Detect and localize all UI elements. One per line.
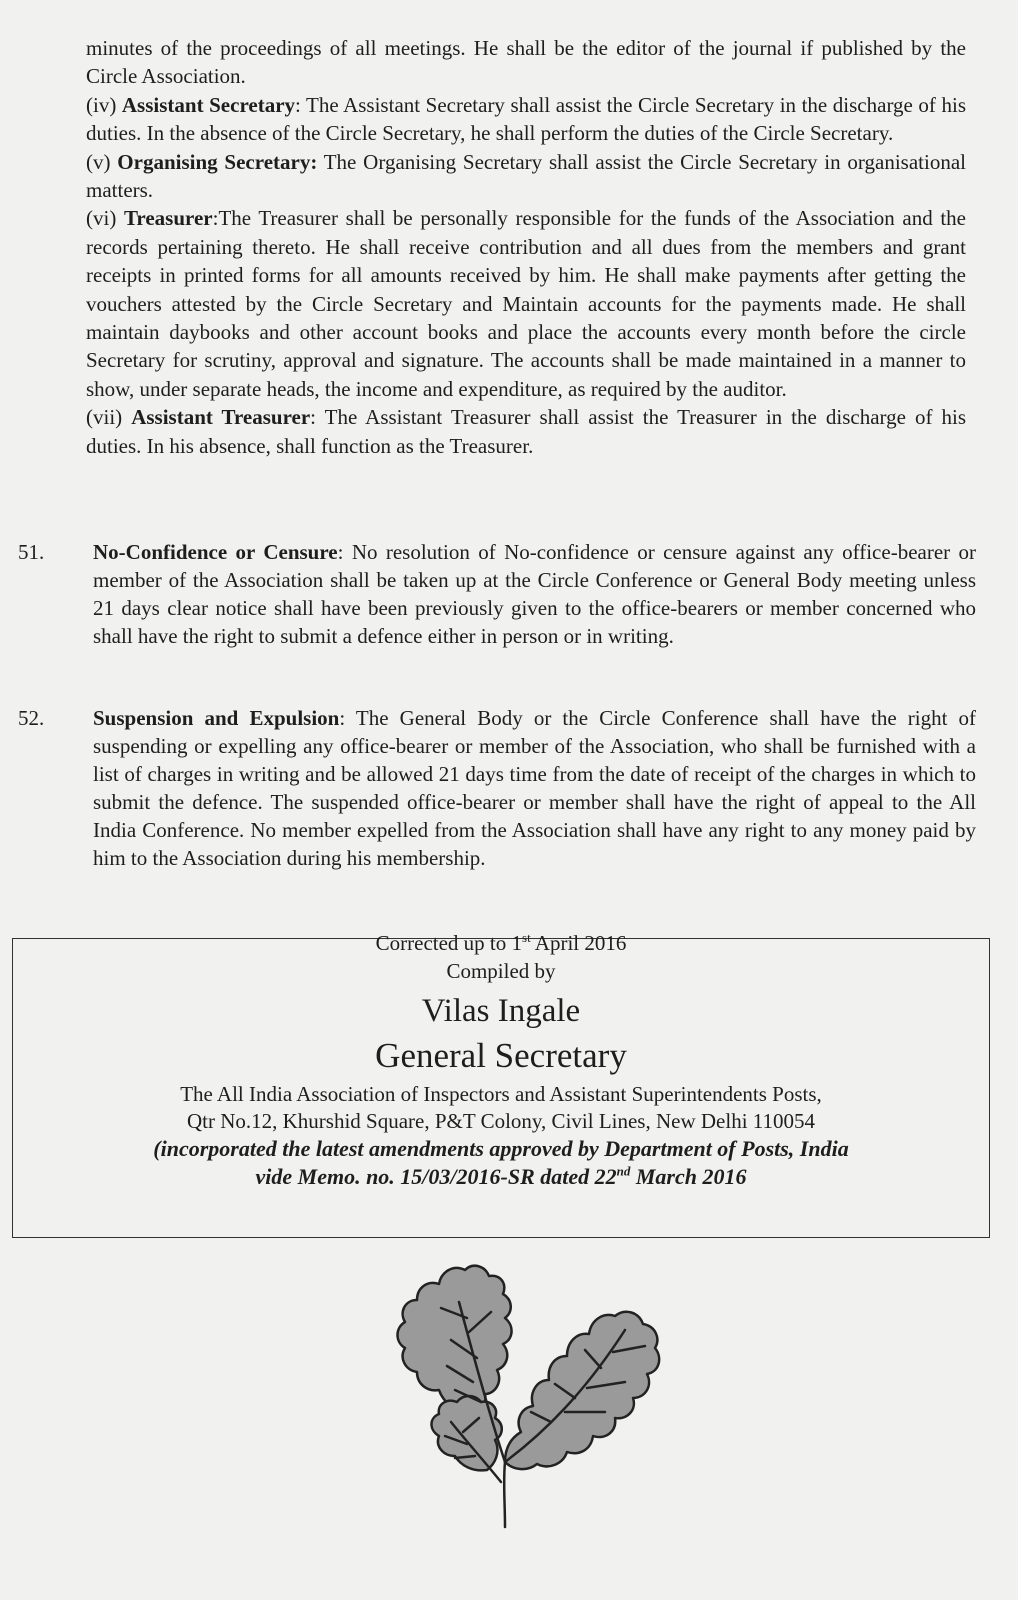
item-heading: Assistant Secretary: [121, 92, 296, 117]
right-leaf: [505, 1312, 659, 1469]
compiler-title: General Secretary: [375, 1036, 627, 1075]
corrected-date: April 2016: [530, 931, 627, 955]
clause-heading: No-Confidence or Censure: [93, 540, 338, 564]
item-label: (vi): [86, 206, 117, 231]
office-bearer-duties: [86, 34, 966, 460]
ordinal-suffix: st: [522, 930, 531, 945]
clause-heading: Suspension and Expulsion: [93, 706, 340, 730]
item-text: : The Assistant Secretary shall assist the Circle Secretary in the discharge of his duties. In the absence of the Circle Secretary, he shall perform the duties of the Circle Secretary.: [86, 92, 966, 146]
clause-text: : No resolution of No-confidence or censure against any office-bearer or member of the Association shall be taken up at the Circle Conference or General Body meeting unless 21 days clear notice shall have been previously given to the office-bearers or member concerned who shall have the right to submit a defence either in person or in writing.: [93, 540, 977, 648]
left-leaf: [398, 1266, 512, 1414]
item-heading: Assistant Treasurer: [131, 405, 311, 430]
corrected-date-line: [13, 929, 989, 957]
clause-body: [93, 704, 976, 872]
amendment-note-line-1: (incorporated the latest amendments approved by Department of Posts, India: [153, 1136, 849, 1161]
paragraph-text: minutes of the proceedings of all meetings. He shall be the editor of the journal if published by the Circle Association.: [86, 36, 966, 89]
corrected-text: Corrected up to 1: [375, 931, 523, 955]
clause-body: [93, 538, 976, 650]
clause-52: [18, 704, 976, 872]
paragraph-treasurer: [86, 204, 966, 403]
ordinal-suffix: nd: [616, 1163, 631, 1179]
clause-51: [18, 538, 976, 650]
item-heading: Treasurer: [123, 206, 213, 231]
paragraph-assistant-secretary: [86, 91, 966, 148]
item-text: The Organising Secretary shall assist the Circle Secretary in organisational matters.: [86, 149, 966, 203]
memo-date: March 2016: [630, 1164, 747, 1189]
organisation-name: The All India Association of Inspectors and Assistant Superintendents Posts,: [180, 1082, 822, 1106]
compilation-credit-box: [12, 930, 990, 1238]
compiled-by-label: Compiled by: [446, 959, 556, 983]
paragraph-organising-secretary: [86, 148, 966, 205]
item-heading: Organising Secretary:: [117, 149, 318, 174]
main-stem: [504, 1462, 505, 1527]
clause-number: 51.: [18, 540, 45, 564]
item-text: : The Assistant Treasurer shall assist the Treasurer in the discharge of his duties. In his absence, shall function as the Treasurer.: [86, 405, 967, 458]
organisation-address: Qtr No.12, Khurshid Square, P&T Colony, Civil Lines, New Delhi 110054: [186, 1109, 816, 1133]
item-label: (vii): [86, 405, 123, 430]
item-label: (v): [86, 149, 111, 174]
clause-text: : The General Body or the Circle Conference shall have the right of suspending or expelling any office-bearer or member of the Association, who shall be furnished with a list of charges in writing and be allowed 21 days time from the date of receipt of the charges in which to submit the defence. The suspended office-bearer or member shall have the right of appeal to the All India Conference. No member expelled from the Association shall have any right to any money paid by him to the Association during his membership.: [93, 706, 977, 870]
oak-leaves-icon: [355, 1262, 665, 1530]
paragraph-secretary-continued: [86, 34, 966, 91]
compiler-name: Vilas Ingale: [421, 993, 581, 1029]
clause-number: 52.: [18, 706, 45, 730]
item-label: (iv): [86, 92, 117, 117]
memo-reference: vide Memo. no. 15/03/2016-SR dated 22: [255, 1164, 617, 1189]
paragraph-assistant-treasurer: [86, 403, 966, 460]
amendment-note-line-2: [13, 1163, 989, 1191]
item-text: :The Treasurer shall be personally responsible for the funds of the Association and the records pertaining thereto. He shall receive contribution and all dues from the members and grant receipts in printed forms for all amounts received by him. He shall make payments after getting the vouchers attested by the Circle Secretary and Maintain accounts for the payments made. He shall maintain daybooks and other account books and place the accounts every month before the circle Secretary for scrutiny, approval and signature. The accounts shall be made maintained in a manner to show, under separate heads, the income and expenditure, as required by the auditor.: [86, 206, 967, 401]
lower-leaf: [432, 1396, 502, 1470]
